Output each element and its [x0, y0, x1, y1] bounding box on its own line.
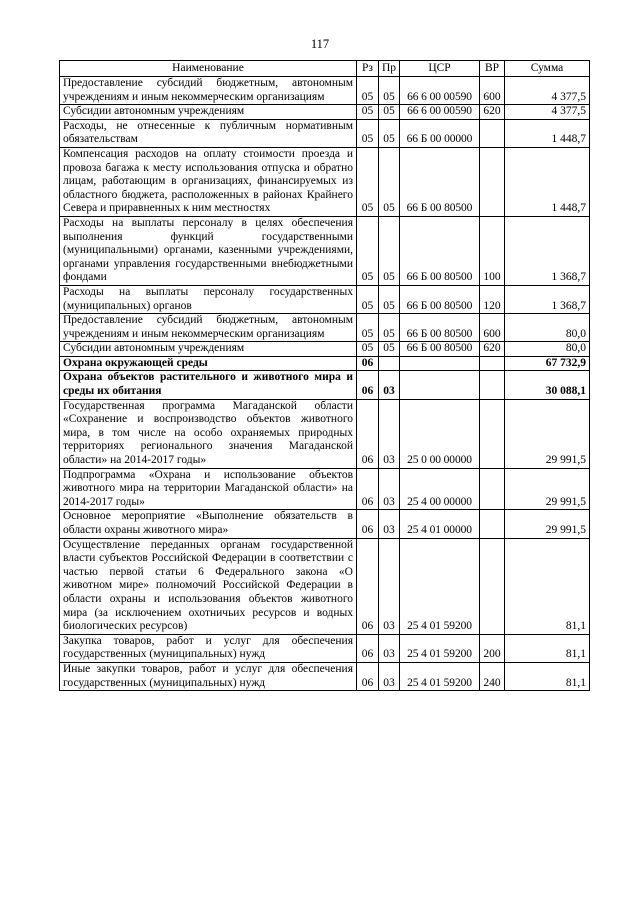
table-row — [60, 147, 590, 216]
cell-name: Осуществление переданных органам государственной власти субъектов Российской Федерации в соответствии с частью первой статьи 6 Федерального закона «О животном мире» полномочий Российской Федерации в области охраны и использования объектов животного мира (за исключением охотничьих ресурсов и водных биологических ресурсов) — [60, 538, 357, 634]
cell-sum: 80,0 — [505, 314, 590, 342]
cell-vr: 200 — [480, 634, 505, 662]
cell-rz: 05 — [357, 216, 379, 285]
header-name: Наименование — [60, 61, 357, 77]
cell-name: Государственная программа Магаданской области «Сохранение и воспроизводство объектов животного мира, в том числе на особо охраняемых природных территориях регионального значения Магаданской области» на 2014-2017 годы» — [60, 399, 357, 468]
cell-csr: 25 4 01 00000 — [400, 510, 480, 538]
table-row — [60, 119, 590, 147]
cell-pr: 05 — [379, 314, 400, 342]
cell-pr: 05 — [379, 216, 400, 285]
cell-name: Предоставление субсидий бюджетным, автономным учреждениям и иным некоммерческим организациям — [60, 314, 357, 342]
cell-vr: 100 — [480, 216, 505, 285]
cell-rz: 05 — [357, 285, 379, 313]
table-row — [60, 285, 590, 313]
cell-name: Расходы, не отнесенные к публичным нормативным обязательствам — [60, 119, 357, 147]
header-rz: Рз — [357, 61, 379, 77]
cell-pr: 03 — [379, 510, 400, 538]
cell-vr — [480, 468, 505, 510]
cell-sum: 81,1 — [505, 662, 590, 690]
cell-vr — [480, 538, 505, 634]
cell-csr: 25 4 01 59200 — [400, 538, 480, 634]
cell-csr: 25 4 01 59200 — [400, 634, 480, 662]
cell-rz: 06 — [357, 634, 379, 662]
table-row — [60, 342, 590, 357]
cell-pr: 03 — [379, 662, 400, 690]
cell-pr: 03 — [379, 371, 400, 399]
cell-csr: 66 Б 00 80500 — [400, 342, 480, 357]
table-row — [60, 662, 590, 690]
table-row — [60, 356, 590, 371]
cell-sum: 30 088,1 — [505, 371, 590, 399]
table-row — [60, 634, 590, 662]
cell-pr: 05 — [379, 285, 400, 313]
cell-sum: 1 368,7 — [505, 216, 590, 285]
cell-rz: 05 — [357, 342, 379, 357]
cell-name: Закупка товаров, работ и услуг для обеспечения государственных (муниципальных) нужд — [60, 634, 357, 662]
cell-sum: 1 448,7 — [505, 147, 590, 216]
table-header-row — [60, 61, 590, 77]
cell-vr — [480, 371, 505, 399]
cell-name: Основное мероприятие «Выполнение обязательств в области охраны животного мира» — [60, 510, 357, 538]
cell-sum: 81,1 — [505, 538, 590, 634]
cell-csr — [400, 356, 480, 371]
cell-pr: 05 — [379, 119, 400, 147]
cell-sum: 81,1 — [505, 634, 590, 662]
cell-pr: 05 — [379, 147, 400, 216]
cell-vr: 620 — [480, 105, 505, 120]
cell-sum: 80,0 — [505, 342, 590, 357]
cell-csr: 66 6 00 00590 — [400, 105, 480, 120]
cell-sum: 29 991,5 — [505, 468, 590, 510]
cell-name: Подпрограмма «Охрана и использование объектов животного мира на территории Магаданской области» на 2014-2017 годы» — [60, 468, 357, 510]
cell-csr: 25 4 01 59200 — [400, 662, 480, 690]
cell-csr: 25 0 00 00000 — [400, 399, 480, 468]
header-pr: Пр — [379, 61, 400, 77]
cell-vr — [480, 510, 505, 538]
cell-pr: 05 — [379, 105, 400, 120]
cell-pr: 03 — [379, 399, 400, 468]
cell-sum: 29 991,5 — [505, 510, 590, 538]
cell-vr — [480, 356, 505, 371]
table-row — [60, 216, 590, 285]
cell-vr: 600 — [480, 314, 505, 342]
header-csr: ЦСР — [400, 61, 480, 77]
cell-vr — [480, 119, 505, 147]
table-row — [60, 468, 590, 510]
cell-vr: 620 — [480, 342, 505, 357]
cell-vr: 120 — [480, 285, 505, 313]
cell-rz: 05 — [357, 105, 379, 120]
cell-sum: 67 732,9 — [505, 356, 590, 371]
cell-name: Субсидии автономным учреждениям — [60, 342, 357, 357]
cell-csr — [400, 371, 480, 399]
cell-vr: 240 — [480, 662, 505, 690]
table-row — [60, 77, 590, 105]
cell-rz: 06 — [357, 538, 379, 634]
cell-vr — [480, 147, 505, 216]
cell-rz: 06 — [357, 662, 379, 690]
cell-sum: 4 377,5 — [505, 105, 590, 120]
cell-csr: 66 Б 00 80500 — [400, 285, 480, 313]
table-row — [60, 510, 590, 538]
budget-table — [59, 60, 590, 691]
cell-rz: 06 — [357, 510, 379, 538]
header-vr: ВР — [480, 61, 505, 77]
cell-pr — [379, 356, 400, 371]
cell-rz: 06 — [357, 468, 379, 510]
cell-pr: 03 — [379, 634, 400, 662]
table-row — [60, 371, 590, 399]
table-row — [60, 105, 590, 120]
cell-csr: 66 Б 00 80500 — [400, 147, 480, 216]
cell-csr: 66 Б 00 00000 — [400, 119, 480, 147]
cell-csr: 25 4 00 00000 — [400, 468, 480, 510]
cell-rz: 06 — [357, 356, 379, 371]
cell-csr: 66 Б 00 80500 — [400, 216, 480, 285]
cell-pr: 03 — [379, 468, 400, 510]
cell-name: Иные закупки товаров, работ и услуг для обеспечения государственных (муниципальных) нужд — [60, 662, 357, 690]
header-sum: Сумма — [505, 61, 590, 77]
table-row — [60, 399, 590, 468]
cell-sum: 1 368,7 — [505, 285, 590, 313]
cell-rz: 05 — [357, 119, 379, 147]
cell-name: Расходы на выплаты персоналу в целях обеспечения выполнения функций государственными (муниципальными) органами, казенными учреждениями, органами управления государственными внебюджетными фондами — [60, 216, 357, 285]
cell-sum: 1 448,7 — [505, 119, 590, 147]
table-row — [60, 538, 590, 634]
cell-rz: 05 — [357, 147, 379, 216]
cell-rz: 06 — [357, 399, 379, 468]
page-number: 117 — [310, 37, 330, 51]
cell-name: Охрана объектов растительного и животного мира и среды их обитания — [60, 371, 357, 399]
table-row — [60, 314, 590, 342]
cell-sum: 29 991,5 — [505, 399, 590, 468]
cell-csr: 66 Б 00 80500 — [400, 314, 480, 342]
cell-vr: 600 — [480, 77, 505, 105]
cell-name: Охрана окружающей среды — [60, 356, 357, 371]
cell-name: Субсидии автономным учреждениям — [60, 105, 357, 120]
cell-csr: 66 6 00 00590 — [400, 77, 480, 105]
cell-rz: 06 — [357, 371, 379, 399]
cell-name: Расходы на выплаты персоналу государственных (муниципальных) органов — [60, 285, 357, 313]
cell-rz: 05 — [357, 314, 379, 342]
cell-pr: 05 — [379, 342, 400, 357]
cell-rz: 05 — [357, 77, 379, 105]
cell-name: Компенсация расходов на оплату стоимости проезда и провоза багажа к месту использования отпуска и обратно лицам, работающим в организациях, финансируемых из областного бюджета, расположенных в районах Крайнего Севера и приравненных к ним местностях — [60, 147, 357, 216]
cell-pr: 05 — [379, 77, 400, 105]
cell-pr: 03 — [379, 538, 400, 634]
cell-sum: 4 377,5 — [505, 77, 590, 105]
cell-vr — [480, 399, 505, 468]
cell-name: Предоставление субсидий бюджетным, автономным учреждениям и иным некоммерческим организациям — [60, 77, 357, 105]
